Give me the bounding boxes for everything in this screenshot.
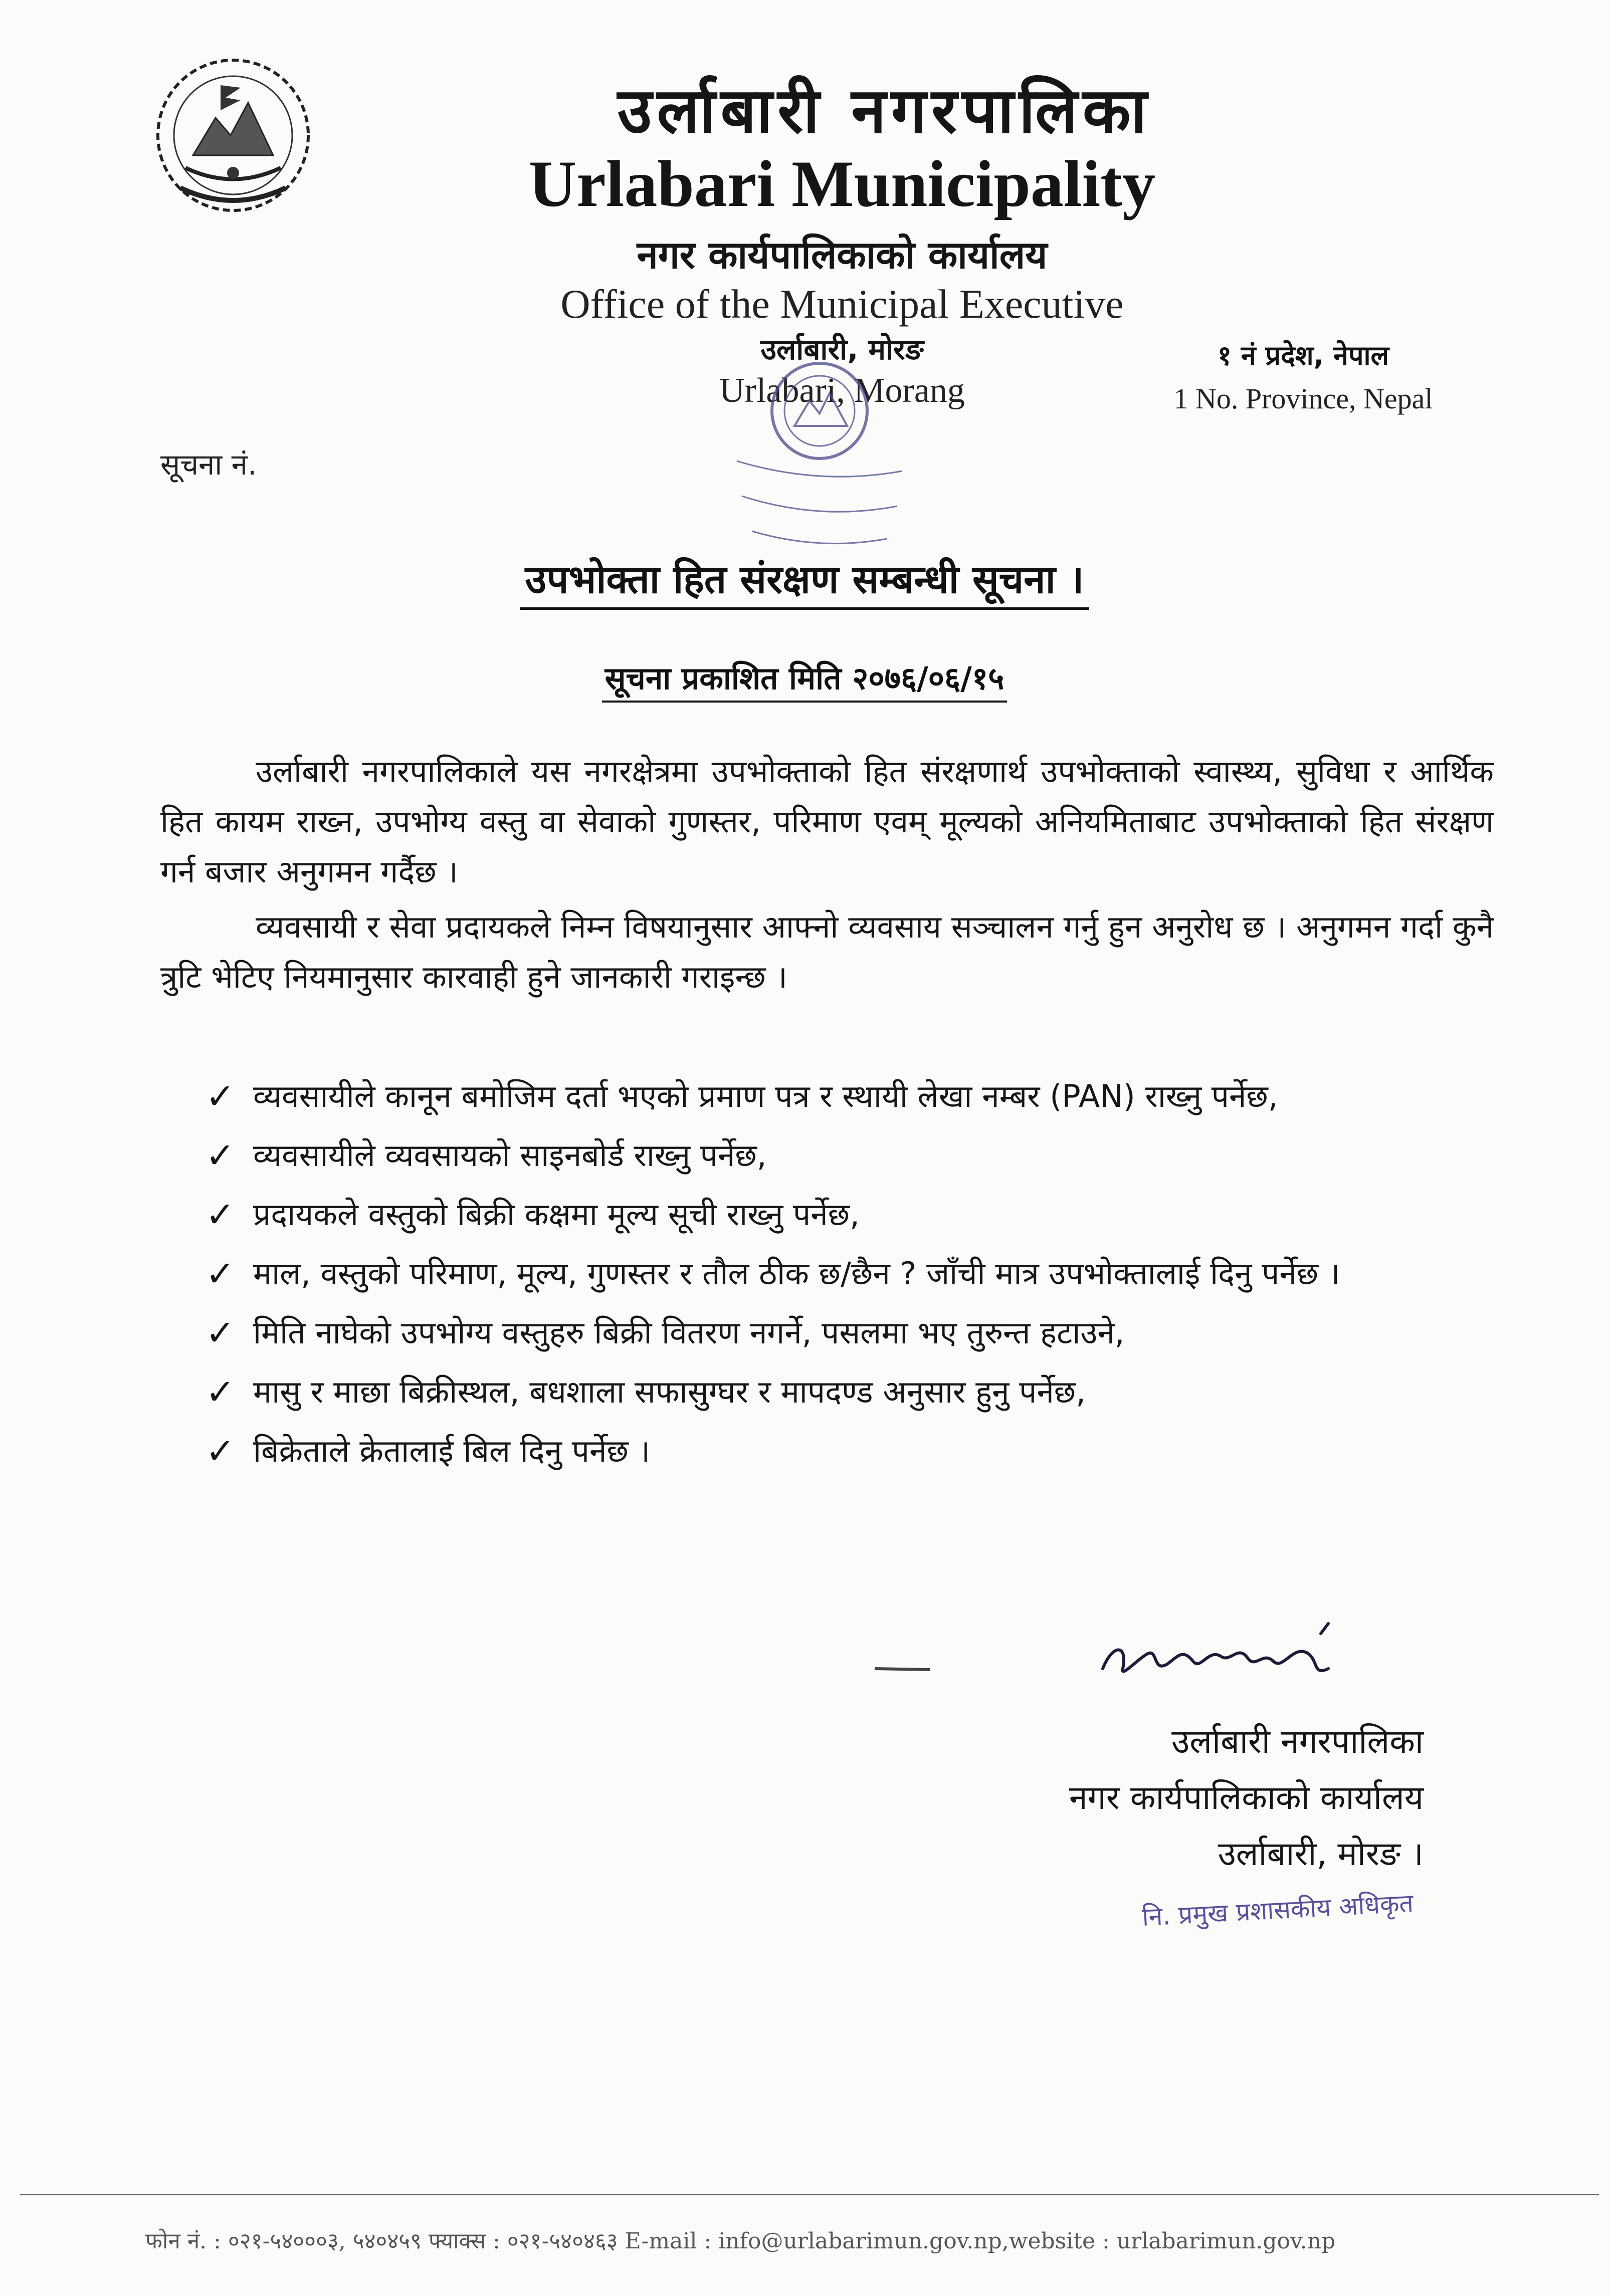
office-name-nepali: नगर कार्यपालिकाको कार्यालय	[637, 233, 1048, 277]
municipality-title-english: Urlabari Municipality	[528, 147, 1156, 220]
checklist-item	[206, 1250, 1499, 1298]
checklist-item-text: प्रदायकले वस्तुको बिक्री कक्षमा मूल्य सूची राख्नु पर्नेछ,	[253, 1196, 860, 1233]
checklist-item	[206, 1131, 1499, 1180]
signoff-block	[952, 1714, 1424, 1882]
checkmark-icon: ✓	[206, 1371, 235, 1413]
contact-footer: फोन नं. : ०२१-५४०००३, ५४०४५९ फ्याक्स : ०२१-५४०४६३ E-mail : info@urlabarimun.gov.np,website : urlabarimun.gov.np	[145, 2228, 1336, 2254]
checklist-item-text: मिति नाघेको उपभोग्य वस्तुहरु बिक्री वितरण नगर्ने, पसलमा भए तुरुन्त हटाउने,	[253, 1314, 1125, 1351]
body-paragraph: उर्लाबारी नगरपालिकाले यस नगरक्षेत्रमा उपभोक्ताको हित संरक्षणार्थ उपभोक्ताको स्वास्थ्य, सुविधा र आर्थिक हित कायम राख्न, उपभोग्य वस्तु वा सेवाको गुणस्तर, परिमाण एवम् मूल्यको अनियमिताबाट उपभोक्ताको हित संरक्षण गर्न बजार अनुगमन गर्दैछ ।	[160, 753, 1494, 890]
checklist-item	[206, 1368, 1499, 1416]
checklist-item-text: व्यवसायीले व्यवसायको साइनबोर्ड राख्नु पर्नेछ,	[253, 1137, 767, 1174]
checkmark-icon: ✓	[206, 1135, 235, 1176]
office-stamp-icon	[702, 346, 937, 581]
checklist-item	[206, 1309, 1499, 1357]
officer-role-stamp: नि. प्रमुख प्रशासकीय अधिकृत	[1141, 1888, 1415, 1932]
province-nepali: १ नं प्रदेश, नेपाल	[1217, 340, 1389, 371]
checklist-item	[206, 1072, 1499, 1120]
checkmark-icon: ✓	[206, 1312, 235, 1353]
checkmark-icon: ✓	[206, 1253, 235, 1294]
checklist-item-text: बिक्रेताले क्रेतालाई बिल दिनु पर्नेछ ।	[253, 1433, 651, 1469]
checklist-item	[206, 1427, 1499, 1475]
checklist-item-text: मासु र माछा बिक्रीस्थल, बधशाला सफासुग्घर र मापदण्ड अनुसार हुनु पर्नेछ,	[253, 1373, 1086, 1410]
signoff-line: उर्लाबारी, मोरङ ।	[1218, 1834, 1424, 1873]
body-paragraph: व्यवसायी र सेवा प्रदायकले निम्न विषयानुसार आफ्नो व्यवसाय सञ्चालन गर्नु हुन अनुरोध छ । अनुगमन गर्दा कुनै त्रुटि भेटिए नियमानुसार कारवाही हुने जानकारी गराइन्छ ।	[160, 908, 1494, 995]
notice-subject	[301, 551, 1308, 610]
nepal-government-emblem-icon	[145, 48, 321, 218]
notice-body	[160, 747, 1494, 1007]
province-english: 1 No. Province, Nepal	[1173, 382, 1433, 415]
signoff-line: नगर कार्यपालिकाको कार्यालय	[1069, 1778, 1424, 1817]
checkmark-icon: ✓	[206, 1076, 235, 1117]
notice-number-label: सूचना नं.	[160, 447, 257, 482]
signoff-line: उर्लाबारी नगरपालिका	[1171, 1722, 1424, 1761]
published-date	[401, 656, 1208, 703]
notice-subject-text: उपभोक्ता हित संरक्षण सम्बन्धी सूचना ।	[520, 551, 1089, 610]
checkmark-icon: ✓	[206, 1194, 235, 1235]
checklist-item-text: माल, वस्तुको परिमाण, मूल्य, गुणस्तर र तौल ठीक छ/छैन ? जाँची मात्र उपभोक्तालाई दिनु पर्नेछ ।	[253, 1255, 1340, 1292]
office-name-english: Office of the Municipal Executive	[560, 281, 1124, 327]
checkmark-icon: ✓	[206, 1431, 235, 1472]
published-date-text: सूचना प्रकाशित मिति २०७६/०६/१५	[602, 656, 1008, 703]
municipality-title-nepali: उर्लाबारी नगरपालिका	[617, 75, 1152, 147]
city-english: Urlabari, Morang	[719, 371, 965, 410]
footer-divider	[20, 2194, 1599, 2195]
requirements-checklist	[206, 1072, 1499, 1486]
checklist-item-text: व्यवसायीले कानून बमोजिम दर्ता भएको प्रमाण पत्र र स्थायी लेखा नम्बर (PAN) राख्नु पर्नेछ,	[253, 1078, 1278, 1114]
checklist-item	[206, 1191, 1499, 1239]
ink-mark	[875, 1667, 930, 1671]
handwritten-signature	[1093, 1614, 1353, 1689]
city-nepali: उर्लाबारी, मोरङ	[760, 332, 924, 366]
